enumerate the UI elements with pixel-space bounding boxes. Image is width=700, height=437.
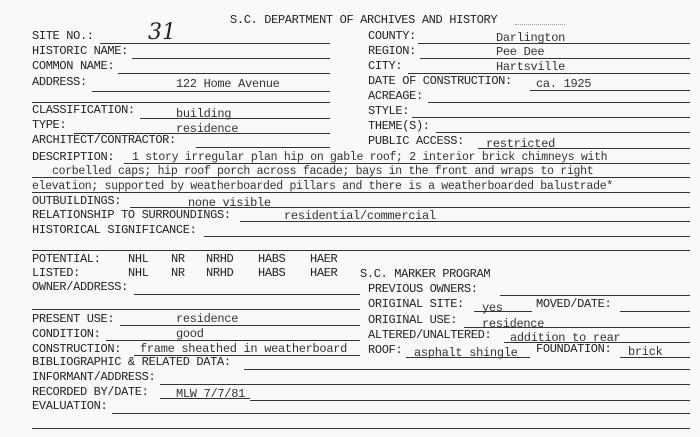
public-access-label: PUBLIC ACCESS:: [368, 134, 464, 148]
public-access-value: restricted: [486, 137, 556, 151]
themes-line: [436, 132, 690, 133]
historical-significance-label: HISTORICAL SIGNIFICANCE:: [32, 223, 197, 237]
foundation-label: FOUNDATION:: [536, 342, 612, 356]
city-label: CITY:: [368, 59, 403, 73]
owner-address-label: OWNER/ADDRESS:: [32, 280, 128, 294]
foundation-value: brick: [628, 345, 663, 359]
relationship-value: residential/commercial: [284, 209, 436, 223]
recorded-by-line-ext: [250, 400, 690, 401]
owner-address-line-2: [32, 309, 360, 310]
address-label: ADDRESS:: [32, 75, 87, 89]
architect-line: [196, 147, 330, 148]
county-line: [418, 43, 690, 44]
condition-label: CONDITION:: [32, 327, 101, 341]
acreage-label: ACREAGE:: [368, 89, 423, 103]
present-use-value: residence: [176, 312, 239, 326]
style-label: STYLE:: [368, 104, 410, 118]
header-dotted-line: [515, 24, 565, 25]
city-value: Hartsville: [496, 60, 566, 74]
classification-line: [140, 118, 330, 119]
present-use-label: PRESENT USE:: [32, 312, 115, 326]
previous-owners-label: PREVIOUS OWNERS:: [368, 282, 478, 296]
description-rule-3: [32, 192, 690, 193]
original-site-value: yes: [482, 301, 503, 315]
moved-date-label: MOVED/DATE:: [536, 297, 612, 311]
recorded-by-line: [160, 398, 250, 399]
present-use-line: [120, 325, 360, 326]
description-line-3: elevation; supported by weatherboarded pillars and there is a weatherboarded balustrade*: [32, 180, 613, 193]
outbuildings-label: OUTBUILDINGS:: [32, 194, 122, 208]
construction-label: CONSTRUCTION:: [32, 342, 122, 356]
site-no-label: SITE NO.:: [32, 29, 94, 43]
owner-address-line: [134, 294, 360, 295]
description-label: DESCRIPTION:: [32, 150, 115, 164]
listed-label: LISTED:: [32, 266, 80, 280]
common-name-line: [118, 73, 330, 74]
listed-nhl: NHL: [128, 266, 149, 280]
significance-line-1: [204, 236, 690, 237]
type-value: residence: [176, 122, 239, 136]
address-value: 122 Home Avenue: [176, 77, 280, 91]
roof-label: ROOF:: [368, 343, 403, 357]
type-label: TYPE:: [32, 118, 67, 132]
acreage-line: [428, 102, 690, 103]
original-use-label: ORIGINAL USE:: [368, 313, 458, 327]
site-no-value: 31: [148, 20, 176, 45]
relationship-line: [240, 221, 690, 222]
address-line: [92, 91, 330, 92]
original-site-label: ORIGINAL SITE:: [368, 297, 464, 311]
region-value: Pee Dee: [496, 45, 545, 59]
description-rule-1: [124, 163, 690, 164]
bibliographic-label: BIBLIOGRAPHIC & RELATED DATA:: [32, 355, 231, 369]
region-line: [420, 58, 690, 59]
public-access-line: [478, 148, 690, 149]
roof-value: asphalt shingle: [414, 346, 518, 360]
condition-line: [106, 340, 360, 341]
site-no-line: [100, 43, 330, 44]
moved-date-line: [620, 311, 690, 312]
potential-habs: HABS: [258, 252, 286, 266]
evaluation-line: [112, 413, 690, 414]
roof-line: [406, 357, 530, 358]
informant-label: INFORMANT/ADDRESS:: [32, 370, 156, 384]
potential-haer: HAER: [310, 252, 338, 266]
description-line-1: 1 story irregular plan hip on gable roof; 2 interior brick chimneys with: [132, 151, 608, 164]
previous-owners-line: [500, 295, 690, 296]
construction-value: frame sheathed in weatherboard: [140, 342, 348, 356]
historic-name-line: [132, 58, 330, 59]
description-line-2: corbelled caps; hip roof porch across facade; bays in the front and wraps to right: [52, 165, 594, 178]
listed-nr: NR: [171, 266, 185, 280]
original-site-line: [474, 311, 532, 312]
classification-value: building: [176, 107, 232, 121]
marker-program-label: S.C. MARKER PROGRAM: [360, 267, 491, 281]
original-use-value: residence: [482, 317, 545, 331]
historic-name-label: HISTORIC NAME:: [32, 44, 128, 58]
date-construction-value: ca. 1925: [536, 77, 592, 91]
themes-label: THEME(S):: [368, 119, 430, 133]
listed-habs: HABS: [258, 266, 286, 280]
bibliographic-line: [244, 369, 690, 370]
altered-value: addition to rear: [510, 331, 621, 345]
recorded-by-value: MLW 7/7/81: [176, 387, 246, 401]
date-construction-line: [530, 90, 690, 91]
foundation-line: [620, 357, 690, 358]
card-title: S.C. DEPARTMENT OF ARCHIVES AND HISTORY: [230, 13, 498, 27]
style-line: [412, 117, 690, 118]
relationship-label: RELATIONSHIP TO SURROUNDINGS:: [32, 208, 231, 222]
architect-label: ARCHITECT/CONTRACTOR:: [32, 133, 176, 147]
county-label: COUNTY:: [368, 29, 416, 43]
potential-nrhd: NRHD: [206, 252, 234, 266]
description-rule-2: [32, 177, 690, 178]
original-use-line: [464, 327, 690, 328]
evaluation-label: EVALUATION:: [32, 399, 108, 413]
potential-label: POTENTIAL:: [32, 252, 101, 266]
significance-line-2: [32, 250, 690, 251]
recorded-by-label: RECORDED BY/DATE:: [32, 385, 149, 399]
potential-nhl: NHL: [128, 252, 149, 266]
informant-line: [160, 384, 690, 385]
listed-nrhd: NRHD: [206, 266, 234, 280]
date-construction-label: DATE OF CONSTRUCTION:: [368, 74, 512, 88]
classification-label: CLASSIFICATION:: [32, 103, 135, 117]
listed-haer: HAER: [310, 266, 338, 280]
altered-label: ALTERED/UNALTERED:: [368, 328, 492, 342]
evaluation-line-2: [32, 428, 690, 429]
common-name-label: COMMON NAME:: [32, 59, 115, 73]
region-label: REGION:: [368, 44, 416, 58]
county-value: Darlington: [496, 31, 566, 45]
outbuildings-value: none visible: [188, 196, 271, 210]
potential-nr: NR: [171, 252, 185, 266]
condition-value: good: [176, 327, 204, 341]
